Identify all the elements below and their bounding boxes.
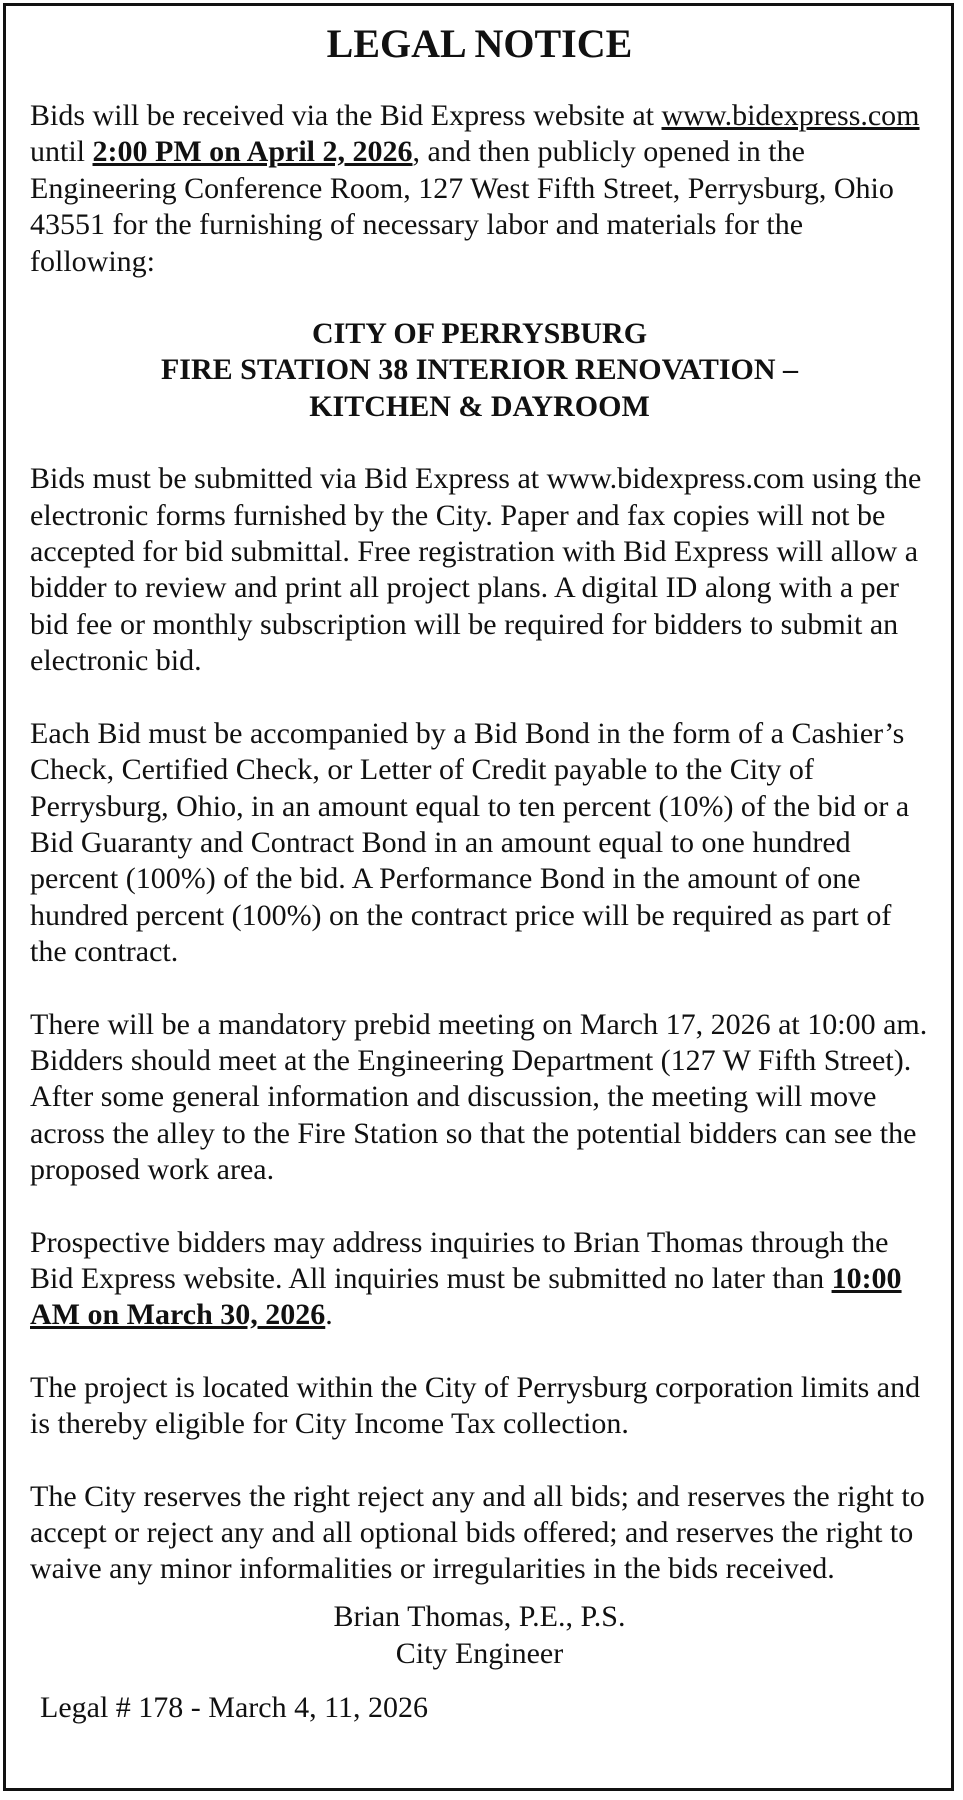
- inquiries-end: .: [325, 1298, 333, 1332]
- legal-notice: [3, 3, 954, 1791]
- signature-role: City Engineer: [395, 1636, 564, 1670]
- inquiries-deadline: 10:00 AM on March 30, 2026: [30, 1261, 902, 1332]
- signature-name: Brian Thomas, P.E., P.S.: [333, 1599, 626, 1633]
- bidexpress-link[interactable]: www.bidexpress.com: [661, 99, 920, 132]
- bid-bond-paragraph: Each Bid must be accompanied by a Bid Bond in the form of a Cashier’s Check, Certified Check, or Letter of Credit payable to the City of Perrysburg, Ohio, in an amount equal to ten percent (10%) of the bid or a Bid Guaranty and Contract Bond in an amount equal to one hundred percent (100%) of the bid. A Performance Bond in the amount of one hundred percent (100%) on the contract price will be required as part of the contract.: [30, 716, 910, 969]
- submission-paragraph: Bids must be submitted via Bid Express at www.bidexpress.com using the electronic forms furnished by the City. Paper and fax copies will not be accepted for bid submittal. Free registration with Bid Express will allow a bidder to review and print all project plans. A digital ID along with a per bid fee or monthly subscription will be required for bidders to submit an electronic bid.: [30, 462, 922, 678]
- inquiries-text: Prospective bidders may address inquiries to Brian Thomas through the Bid Express website. All inquiries must be submitted no later than: [30, 1225, 889, 1295]
- bid-receipt-until: until: [30, 135, 93, 169]
- project-heading-scope: KITCHEN & DAYROOM: [309, 389, 650, 423]
- bid-receipt-paragraph: [30, 98, 929, 280]
- project-heading: [30, 316, 929, 425]
- prebid-meeting-paragraph: There will be a mandatory prebid meeting on March 17, 2026 at 10:00 am. Bidders should meet at the Engineering Department (127 W Fifth Street). After some general information and discussion, the meeting will move across the alley to the Fire Station so that the potential bidders can see the proposed work area.: [30, 1007, 928, 1187]
- bid-deadline: 2:00 PM on April 2, 2026: [92, 135, 413, 169]
- bid-receipt-rest: , and then publicly opened in the Engineering Conference Room, 127 West Fifth Street, Perrysburg, Ohio 43551 for the furnishing of necessary labor and materials for the following:: [30, 135, 894, 278]
- notice-title: LEGAL NOTICE: [326, 21, 633, 66]
- project-heading-city: CITY OF PERRYSBURG: [311, 317, 648, 351]
- reservation-paragraph: The City reserves the right reject any and all bids; and reserves the right to accept or reject any and all optional bids offered; and reserves the right to waive any minor informalities or irregularities in the bids received.: [30, 1479, 925, 1586]
- project-heading-name: FIRE STATION 38 INTERIOR RENOVATION –: [160, 353, 799, 387]
- tax-paragraph: The project is located within the City of Perrysburg corporation limits and is thereby eligible for City Income Tax collection.: [30, 1370, 921, 1441]
- signature-block: [30, 1598, 929, 1672]
- inquiries-paragraph: [30, 1225, 929, 1334]
- legal-reference: Legal # 178 - March 4, 11, 2026: [40, 1690, 428, 1724]
- bid-receipt-intro: Bids will be received via the Bid Express website at: [30, 99, 662, 132]
